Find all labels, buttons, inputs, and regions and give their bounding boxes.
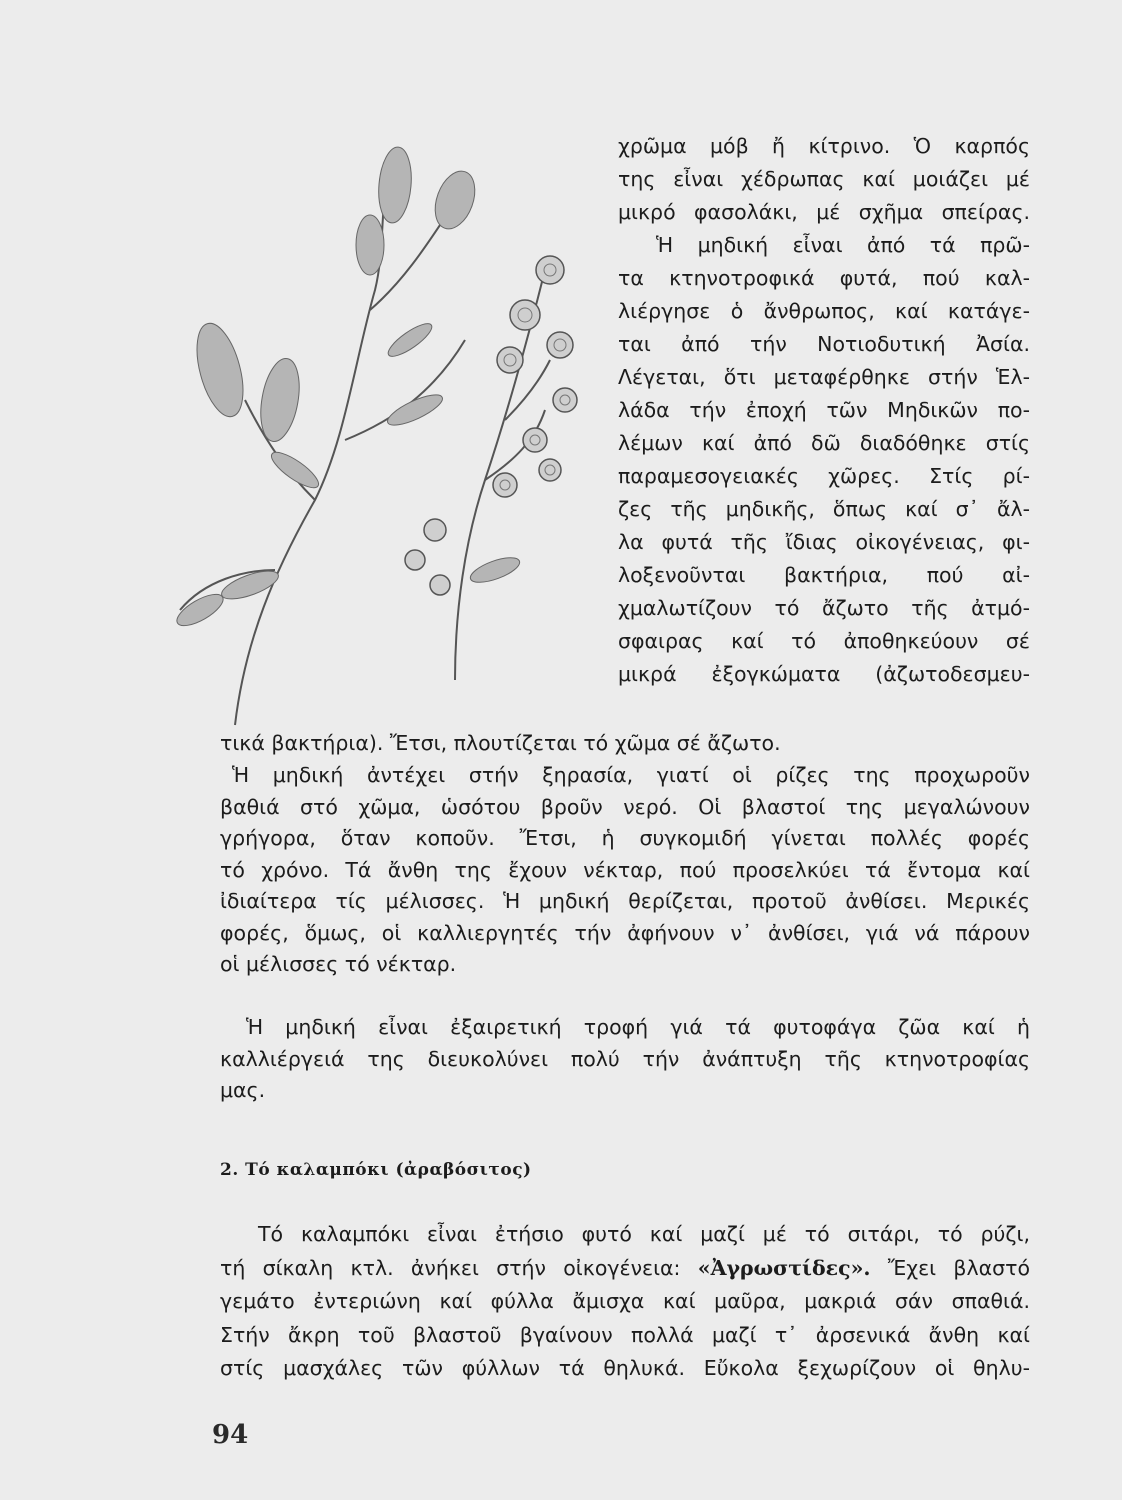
bold-term: «Ἀγρωστίδες». (697, 1255, 871, 1280)
text-line: φορές, ὅμως, οἱ καλλιεργητές τήν ἀφήνουν ν᾿ ἀνθίσει, γιά νά πάρουν (220, 920, 1030, 945)
text-line: τα κτηνοτροφικά φυτά, πού καλ- (618, 266, 1030, 290)
text-line: βαθιά στό χῶμα, ὡσότου βροῦν νερό. Οἱ βλαστοί της μεγαλώνουν (220, 794, 1030, 819)
section-2-text (220, 1218, 1030, 1386)
text-line: μικρό φασολάκι, μέ σχῆμα σπείρας. (618, 200, 1030, 224)
text-line: τικά βακτήρια). Ἔτσι, πλουτίζεται τό χῶμα σέ ἄζωτο. (220, 731, 781, 755)
text-line: παραμεσογειακές χῶρες. Στίς ρί- (618, 464, 1030, 488)
paragraph-2 (220, 760, 1030, 981)
text-line: Ἡ μηδική ἀντέχει στήν ξηρασία, γιατί οἱ ρίζες της προχωροῦν (232, 763, 1030, 787)
text-line: ται ἀπό τήν Νοτιοδυτική Ἀσία. (618, 332, 1030, 356)
text-line: λιέργησε ὁ ἄνθρωπος, καί κατάγε- (618, 299, 1030, 323)
paragraph-3 (220, 1012, 1030, 1107)
text-line: Στήν ἄκρη τοῦ βλαστοῦ βγαίνουν πολλά μαζί τ᾿ ἀρσενικά ἄνθη καί (220, 1322, 1030, 1347)
text-line: σφαιρας καί τό ἀποθηκεύουν σέ (618, 629, 1030, 653)
text-line: ζες τῆς μηδικῆς, ὅπως καί σ᾿ ἄλ- (618, 497, 1030, 521)
text-line: λέμων καί ἀπό δῶ διαδόθηκε στίς (618, 431, 1030, 455)
text-line: καλλιέργειά της διευκολύνει πολύ τήν ἀνάπτυξη τῆς κτηνοτροφίας (220, 1046, 1030, 1071)
text-line: λάδα τήν ἐποχή τῶν Μηδικῶν πο- (618, 398, 1030, 422)
text-segment: Ἔχει βλαστό (870, 1255, 1030, 1280)
text-line: λα φυτά τῆς ἴδιας οἰκογένειας, φι- (618, 530, 1030, 554)
text-line: ἰδιαίτερα τίς μέλισσες. Ἡ μηδική θερίζεται, προτοῦ ἀνθίσει. Μερικές (220, 889, 1030, 913)
text-line: Ἡ μηδική εἶναι ἐξαιρετική τροφή γιά τά φυτοφάγα ζῶα καί ἡ (246, 1015, 1030, 1039)
text-line: Τό καλαμπόκι εἶναι ἐτήσιο φυτό καί μαζί μέ τό σιτάρι, τό ρύζι, (258, 1222, 1030, 1246)
text-line: γρήγορα, ὅταν κοποῦν. Ἔτσι, ἡ συγκομιδή γίνεται πολλές φορές (220, 826, 1030, 850)
text-line: στίς μασχάλες τῶν φύλλων τά θηλυκά. Εὔκολα ξεχωρίζουν οἱ θηλυ- (220, 1356, 1030, 1380)
text-line: Ἡ μηδική εἶναι ἀπό τά πρῶ- (656, 233, 1030, 257)
paragraph-1-tail (220, 728, 1030, 760)
text-segment: τή σίκαλη κτλ. ἀνήκει στήν οἰκογένεια: (220, 1255, 698, 1280)
text-line: οἱ μέλισσες τό νέκταρ. (220, 952, 457, 976)
text-line: Λέγεται, ὅτι μεταφέρθηκε στήν Ἑλ- (618, 365, 1030, 389)
alfalfa-illustration (165, 140, 605, 730)
text-line (220, 1252, 1030, 1286)
text-line: μας. (220, 1078, 266, 1102)
text-line: γεμάτο ἐντεριώνη καί φύλλα ἄμισχα καί μαῦρα, μακριά σάν σπαθιά. (220, 1289, 1030, 1313)
text-line: μικρά ἐξογκώματα (ἀζωτοδεσμευ- (618, 662, 1030, 686)
text-line: χρῶμα μόβ ἤ κίτρινο. Ὁ καρπός (618, 134, 1030, 158)
wrapped-text-column (618, 130, 1030, 691)
page-number: 94 (212, 1420, 249, 1450)
text-line: τό χρόνο. Τά ἄνθη της ἔχουν νέκταρ, πού προσελκύει τά ἔντομα καί (220, 857, 1030, 882)
text-line: της εἶναι χέδρωπας καί μοιάζει μέ (618, 167, 1030, 191)
text-line: χμαλωτίζουν τό ἄζωτο τῆς ἀτμό- (618, 596, 1030, 620)
section-heading: 2. Τό καλαμπόκι (ἀραβόσιτος) (220, 1160, 532, 1180)
text-line: λοξενοῦνται βακτήρια, πού αἰ- (618, 563, 1030, 587)
